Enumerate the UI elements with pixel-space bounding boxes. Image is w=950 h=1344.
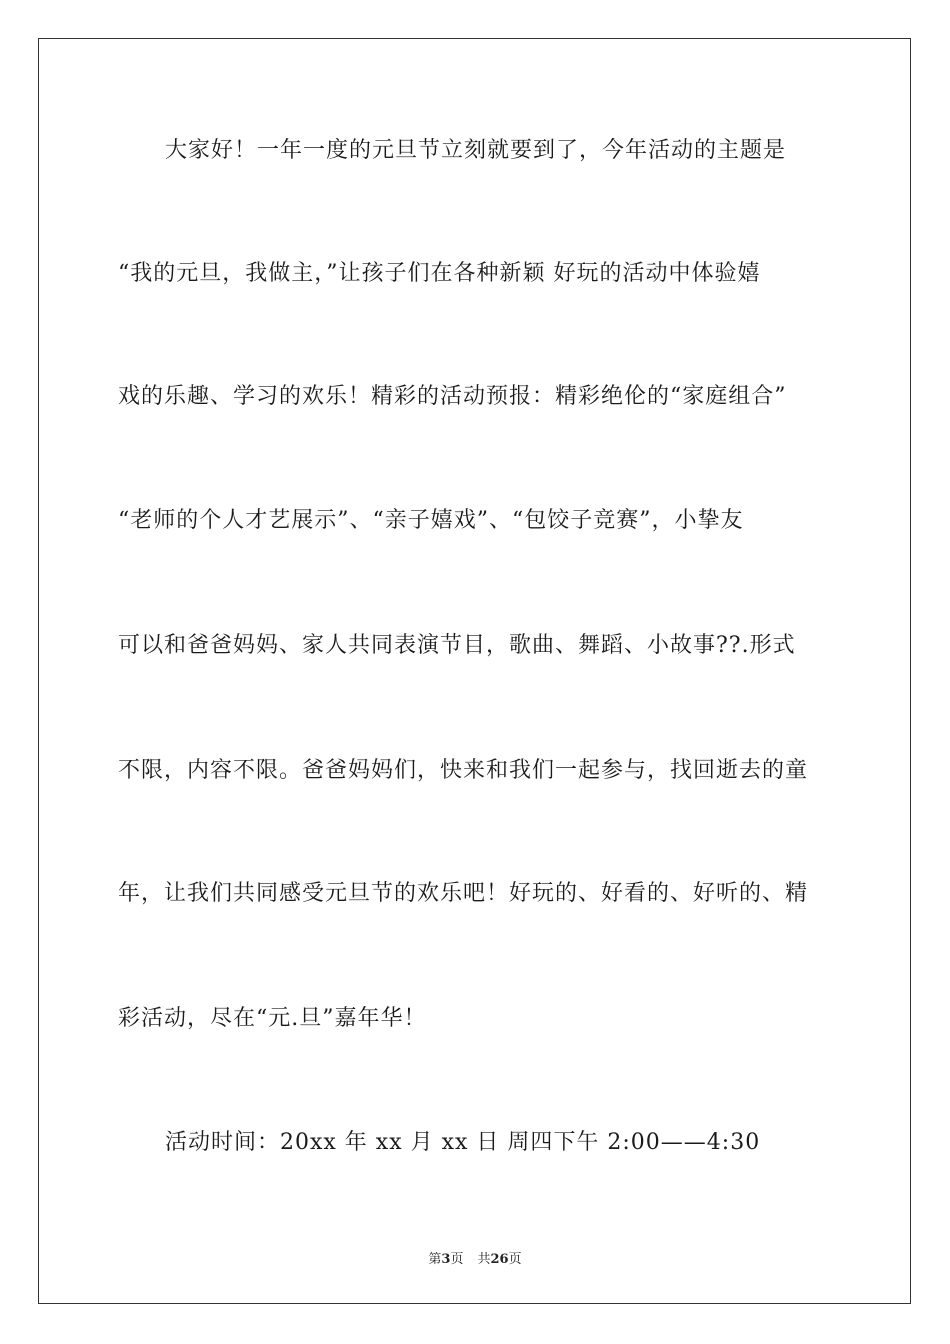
page-current-number: 3: [441, 1252, 451, 1267]
paragraph-line-6: 不限，内容不限。爸爸妈妈们，快来和我们一起参与，找回逝去的童: [118, 758, 809, 783]
page-footer: [0, 1248, 950, 1267]
paragraph-line-8: 彩活动，尽在“元.旦”嘉年华！: [118, 1006, 427, 1031]
page-border: [38, 38, 911, 1304]
paragraph-line-2: “我的元旦，我做主，”让孩子们在各种新颖 好玩的活动中体验嬉: [118, 261, 761, 286]
paragraph-line-4: “老师的个人才艺展示”、“亲子嬉戏”、“包饺子竞赛”，小挚友: [118, 508, 744, 533]
activity-time: 活动时间：20xx 年 xx 月 xx 日 周四下午 2:00——4:30: [165, 1130, 761, 1155]
paragraph-line-1: 大家好！一年一度的元旦节立刻就要到了，今年活动的主题是: [165, 138, 787, 163]
page-total-number: 26: [490, 1252, 509, 1267]
paragraph-line-5: 可以和爸爸妈妈、家人共同表演节目，歌曲、舞蹈、小故事??.形式: [118, 633, 796, 658]
total-suffix: 页: [508, 1252, 522, 1267]
total-prefix: 共: [477, 1252, 491, 1267]
paragraph-line-3: 戏的乐趣、学习的欢乐！精彩的活动预报：精彩绝伦的“家庭组合”: [118, 384, 787, 409]
page-suffix: 页: [450, 1252, 464, 1267]
paragraph-line-7: 年，让我们共同感受元旦节的欢乐吧！好玩的、好看的、好听的、精: [118, 881, 809, 906]
page-prefix: 第: [428, 1252, 442, 1267]
